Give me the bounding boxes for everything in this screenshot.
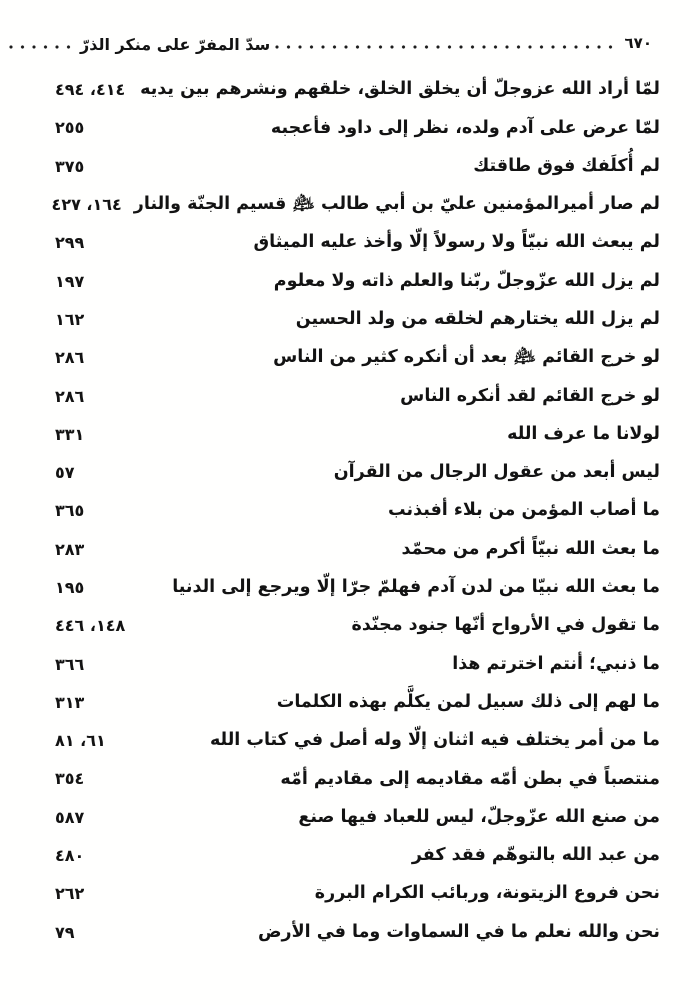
index-entry-row bbox=[0, 722, 660, 760]
entry-text: من عبد الله بالتوهّم فقد كفر bbox=[411, 845, 660, 866]
entry-text: لم يبعث الله نبيّاً ولا رسولاً إلّا وأخذ عليه الميثاق bbox=[253, 232, 660, 253]
index-entry-row bbox=[0, 339, 660, 377]
index-entry-row bbox=[0, 645, 660, 683]
entry-text: ما تقول في الأرواح أنّها جنود مجنّدة bbox=[351, 615, 660, 636]
index-entry-row bbox=[0, 224, 660, 262]
entry-page-numbers: ٤٨٠ bbox=[55, 846, 85, 866]
entry-text: ليس أبعد من عقول الرجال من القرآن bbox=[333, 462, 660, 483]
entry-text: ما لهم إلى ذلك سبيل لمن يكلَّم بهذه الكلمات bbox=[276, 691, 660, 712]
entry-page-numbers: ٣٦٥ bbox=[55, 501, 85, 521]
entry-page-numbers: ٣٧٥ bbox=[55, 156, 85, 176]
index-entry-row bbox=[0, 492, 660, 530]
index-entry-row bbox=[0, 799, 660, 837]
entry-text: من صنع الله عزّوجلّ، ليس للعباد فيها صنع bbox=[298, 806, 660, 827]
index-entry-row bbox=[0, 875, 660, 913]
entry-text: ما أصاب المؤمن من بلاء أفبذنب bbox=[388, 500, 660, 521]
book-title: سدّ المفرّ على منكر الذرّ bbox=[80, 34, 271, 54]
index-entry-row bbox=[0, 569, 660, 607]
entry-page-numbers: ٢٨٣ bbox=[55, 539, 85, 559]
entry-text: ما من أمر يختلف فيه اثنان إلّا وله أصل في كتاب الله bbox=[209, 730, 660, 751]
index-entry-row bbox=[0, 301, 660, 339]
entry-text: ما بعث الله نبيّاً أكرم من محمّد bbox=[401, 538, 660, 559]
entry-text: لمّا عرض على آدم ولده، نظر إلى داود فأعجبه bbox=[270, 117, 660, 138]
index-entry-row bbox=[0, 148, 660, 186]
index-entry-row bbox=[0, 760, 660, 798]
entry-page-numbers: ١٦٢ bbox=[55, 309, 85, 329]
entry-text: نحن والله نعلم ما في السماوات وما في الأرض bbox=[258, 921, 660, 942]
entry-text: لم يزل الله يختارهم لخلقه من ولد الحسين bbox=[295, 308, 660, 329]
entry-text: لولانا ما عرف الله bbox=[507, 423, 660, 444]
entry-page-numbers: ١٩٥ bbox=[55, 578, 85, 597]
entry-page-numbers: ١٤٨، ٤٤٦ bbox=[55, 616, 126, 636]
index-entry-row bbox=[0, 416, 660, 454]
entry-page-numbers: ١٩٧ bbox=[55, 271, 85, 291]
index-entry-row bbox=[0, 837, 660, 875]
entry-page-numbers: ٢٨٦ bbox=[55, 348, 85, 368]
entry-text: لو خرج القائم ﵇ بعد أن أنكره كثير من الناس bbox=[273, 347, 660, 368]
entry-text: نحن فروع الزيتونة، وربائب الكرام البررة bbox=[314, 883, 660, 904]
index-entry-row bbox=[0, 71, 660, 109]
entry-text: ما ذنبي؛ أنتم اخترتم هذا bbox=[452, 653, 660, 674]
entry-page-numbers: ٢٩٩ bbox=[55, 233, 85, 253]
index-entry-row bbox=[0, 262, 660, 300]
entry-text: لم صار أميرالمؤمنين عليّ بن أبي طالب ﵇ قسيم الجنّة والنار bbox=[133, 194, 660, 215]
dot-leader-stub bbox=[9, 40, 75, 52]
hadith-index-list bbox=[0, 71, 700, 952]
entry-page-numbers: ٦١، ٨١ bbox=[55, 731, 106, 751]
running-header bbox=[0, 26, 700, 54]
entry-text: لمّا أراد الله عزوجلّ أن يخلق الخلق، خلقهم ونشرهم بين يديه bbox=[140, 79, 660, 100]
index-entry-row bbox=[0, 531, 660, 569]
entry-page-numbers: ٤١٤، ٤٩٤ bbox=[55, 80, 126, 100]
entry-page-numbers: ٥٧ bbox=[55, 463, 75, 483]
index-entry-row bbox=[0, 684, 660, 722]
dot-leader bbox=[275, 40, 619, 52]
entry-page-numbers: ٥٨٧ bbox=[55, 807, 85, 827]
entry-page-numbers: ٣٥٤ bbox=[55, 769, 85, 789]
entry-page-numbers: ٣١٣ bbox=[55, 692, 85, 712]
entry-page-numbers: ٢٨٦ bbox=[55, 386, 85, 406]
entry-text: لو خرج القائم لقد أنكره الناس bbox=[400, 385, 660, 406]
entry-page-numbers: ١٦٤، ٤٢٧ bbox=[51, 195, 122, 215]
entry-page-numbers: ٧٩ bbox=[55, 922, 75, 942]
index-entry-row bbox=[0, 454, 660, 492]
index-entry-row bbox=[0, 914, 660, 952]
index-entry-row bbox=[0, 607, 660, 645]
index-entry-row bbox=[0, 109, 660, 147]
index-entry-row bbox=[0, 377, 660, 415]
entry-text: لم يزل الله عزّوجلّ ربّنا والعلم ذاته ولا معلوم bbox=[273, 270, 660, 291]
index-entry-row bbox=[0, 186, 660, 224]
entry-page-numbers: ٣٦٦ bbox=[55, 654, 85, 674]
entry-page-numbers: ٢٦٢ bbox=[55, 884, 85, 904]
header-page-number: ٦٧٠ bbox=[624, 34, 652, 52]
entry-text: ما بعث الله نبيّا من لدن آدم فهلمّ جرّا إلّا ويرجع إلى الدنيا bbox=[172, 577, 660, 598]
entry-text: لم أُكلَفك فوق طاقتك bbox=[473, 155, 660, 176]
entry-text: منتصباً في بطن أمّه مقاديمه إلى مقاديم أمّه bbox=[280, 768, 660, 789]
entry-page-numbers: ٣٣١ bbox=[55, 424, 85, 444]
entry-page-numbers: ٢٥٥ bbox=[55, 118, 85, 138]
